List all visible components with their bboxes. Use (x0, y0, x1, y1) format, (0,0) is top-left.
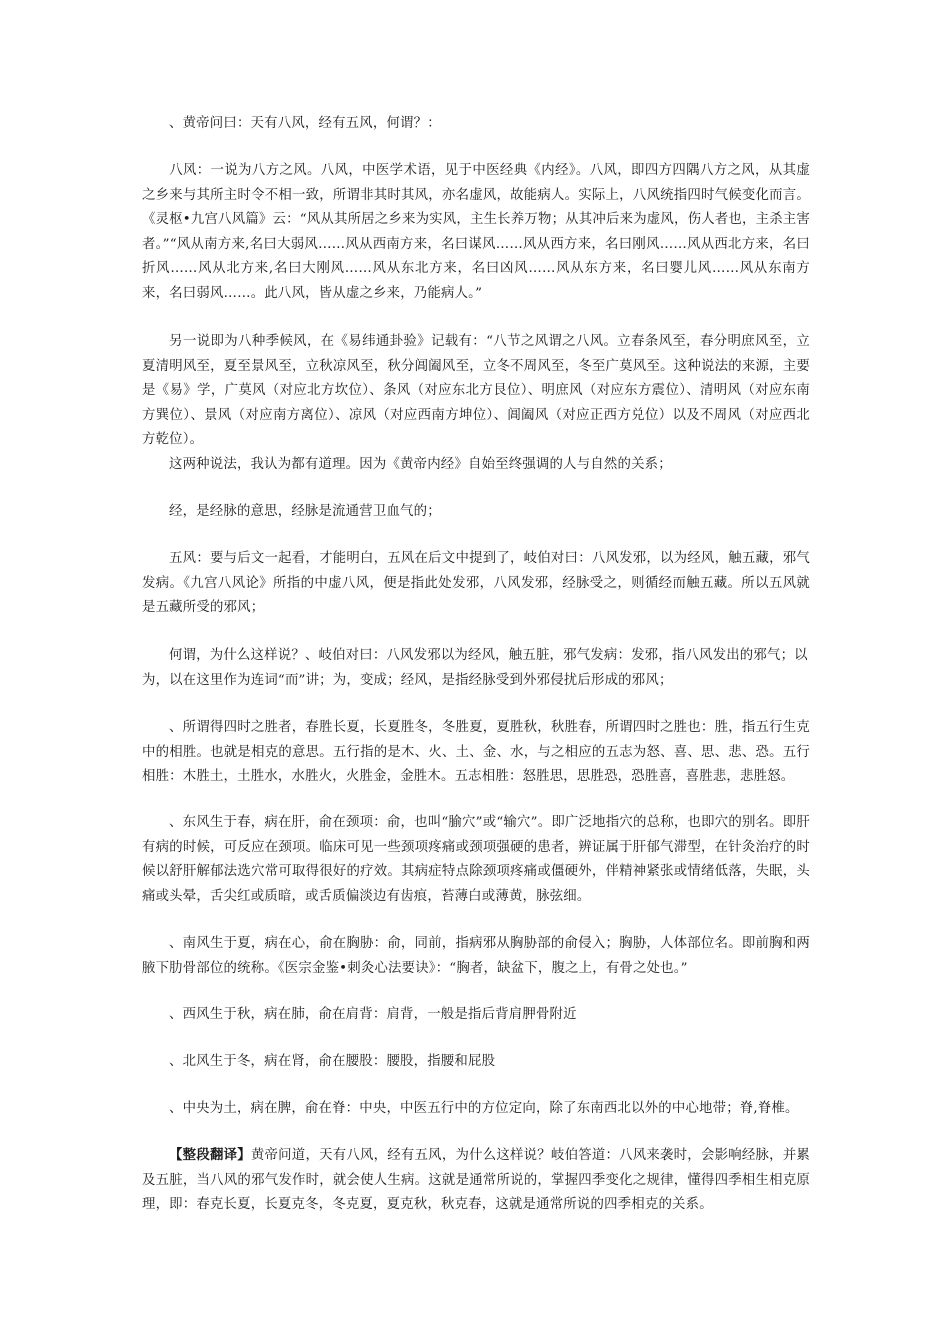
paragraph-text: 、黄帝问曰：天有八风，经有五风，何谓？： (169, 116, 441, 131)
paragraph-both-views (142, 453, 810, 478)
paragraph-text: 、东风生于春，病在肝，俞在颈项：俞，也叫“腧穴”或“输穴”。即广泛地指穴的总称，也即穴的别名。即肝有病的时候，可反应在颈项。临床可见一些颈项疼痛或颈项强硬的患者，辨证属于肝郁气滞型，在针灸治疗的时候以舒肝解郁法选穴常可取得很好的疗效。其病症特点除颈项疼痛或僵硬外，伴精神紧张或情绪低落，失眠，头痛或头晕，舌尖红或质暗，或舌质偏淡边有齿痕，苔薄白或薄黄，脉弦细。 (142, 815, 810, 904)
translation-heading: 【整段翻译】 (169, 1147, 251, 1163)
paragraph-text: 何谓，为什么这样说？、岐伯对曰：八风发邪以为经风，触五脏，邪气发病：发邪，指八风发出的邪气；以 (169, 648, 808, 663)
paragraph-sishi (142, 716, 810, 790)
paragraph-beifeng (142, 1050, 810, 1075)
paragraph-text: 黄帝问道，天有八风，经有五风，为什么这样说？岐伯答道：八风来袭时，会影响经脉，并累及五脏，当八风的邪气发作时，就会使人生病。这就是通常所说的，掌握四季变化之规律，懂得四季相生相克原理，即：春克长夏，长夏克冬，冬克夏，夏克秋，秋克春，这就是通常所说的四季相克的关系。 (142, 1148, 811, 1213)
paragraph-text: 五风：要与后文一起看，才能明白，五风在后文中提到了，岐伯对曰：八风发邪，以为经风，触五藏，邪气发病。《九宫八风论》所指的中虚八风，便是指此处发邪，八风发邪，经脉受之，则循经而触五藏。所以五风就是五藏所受的邪风； (142, 551, 810, 616)
paragraph-translation (142, 1143, 810, 1218)
paragraph-bafeng-first (142, 159, 810, 307)
paragraph-text: 这两种说法，我认为都有道理。因为《黄帝内经》自始至终强调的人与自然的关系； (169, 457, 672, 472)
paragraph-text-continued: 为，以在这里作为连词“而”讲；为，变成；经风，是指经脉受到外邪侵扰后形成的邪风； (142, 672, 673, 688)
paragraph-text: 另一说即为八种季候风，在《易纬通卦验》记载有：“八节之风谓之八风。立春条风至，春分明庶风至，立夏清明风至，夏至景风至，立秋凉风至，秋分阊阖风至，立冬不周风至，冬至广莫风至。这种说法的来源，主要是《易》学，广莫风（对应北方坎位）、条风（对应东北方艮位）、明庶风（对应东方震位）、清明风（对应东南方巽位）、景风（对应南方离位）、凉风（对应西南方坤位）、阊阖风（对应正西方兑位）以及不周风（对应西北方乾位）。 (142, 334, 810, 448)
paragraph-zhongyang (142, 1097, 810, 1122)
paragraph-wufeng (142, 547, 810, 621)
paragraph-question (142, 112, 810, 137)
paragraph-text: 经，是经脉的意思，经脉是流通营卫血气的； (169, 504, 441, 519)
paragraph-hewei (142, 644, 810, 693)
paragraph-text: 八风：一说为八方之风。八风，中医学术语，见于中医经典《内经》。八风，即四方四隅八方之风，从其虚之乡来与其所主时令不相一致，所谓非其时其风，亦名虚风，故能病人。实际上，八风统指四时气候变化而言。《灵枢•九宫八风篇》云：“风从其所居之乡来为实风，主生长养万物；从其冲后来为虚风，伤人者也，主杀主害者。”“风从南方来,名曰大弱风……风从西南方来，名曰谋风……风从西方来，名曰刚风……风从西北方来，名曰折风……风从北方来,名曰大刚风……风从东北方来，名曰凶风……风从东方来，名曰婴儿风……风从东南方来，名曰弱风……。此八风，皆从虚之乡来，乃能病人。” (142, 163, 810, 301)
paragraph-text: 、西风生于秋，病在肺，俞在肩背：肩背，一般是指后背肩胛骨附近 (169, 1007, 577, 1022)
paragraph-jing (142, 500, 810, 525)
paragraph-xifeng (142, 1003, 810, 1028)
paragraph-nanfeng (142, 932, 810, 981)
paragraph-text: 、南风生于夏，病在心，俞在胸胁：俞，同前，指病邪从胸胁部的俞侵入；胸胁，人体部位名。即前胸和两腋下肋骨部位的统称。《医宗金鉴•刺灸心法要诀》：“胸者，缺盆下，腹之上，有骨之处也。” (142, 936, 810, 976)
paragraph-bafeng-second (142, 330, 810, 453)
paragraph-text: 、所谓得四时之胜者，春胜长夏，长夏胜冬，冬胜夏，夏胜秋，秋胜春，所谓四时之胜也：胜，指五行生克中的相胜。也就是相克的意思。五行指的是木、火、土、金、水，与之相应的五志为怒、喜、思、悲、恐。五行相胜：木胜土，土胜水，水胜火，火胜金，金胜木。五志相胜：怒胜思，思胜恐，恐胜喜，喜胜悲，悲胜怒。 (142, 720, 810, 785)
paragraph-text: 、中央为土，病在脾，俞在脊：中央，中医五行中的方位定向，除了东南西北以外的中心地带；脊,脊椎。 (169, 1101, 799, 1116)
paragraph-text: 、北风生于冬，病在肾，俞在腰股：腰股，指腰和屁股 (169, 1054, 496, 1069)
paragraph-dongfeng (142, 811, 810, 909)
